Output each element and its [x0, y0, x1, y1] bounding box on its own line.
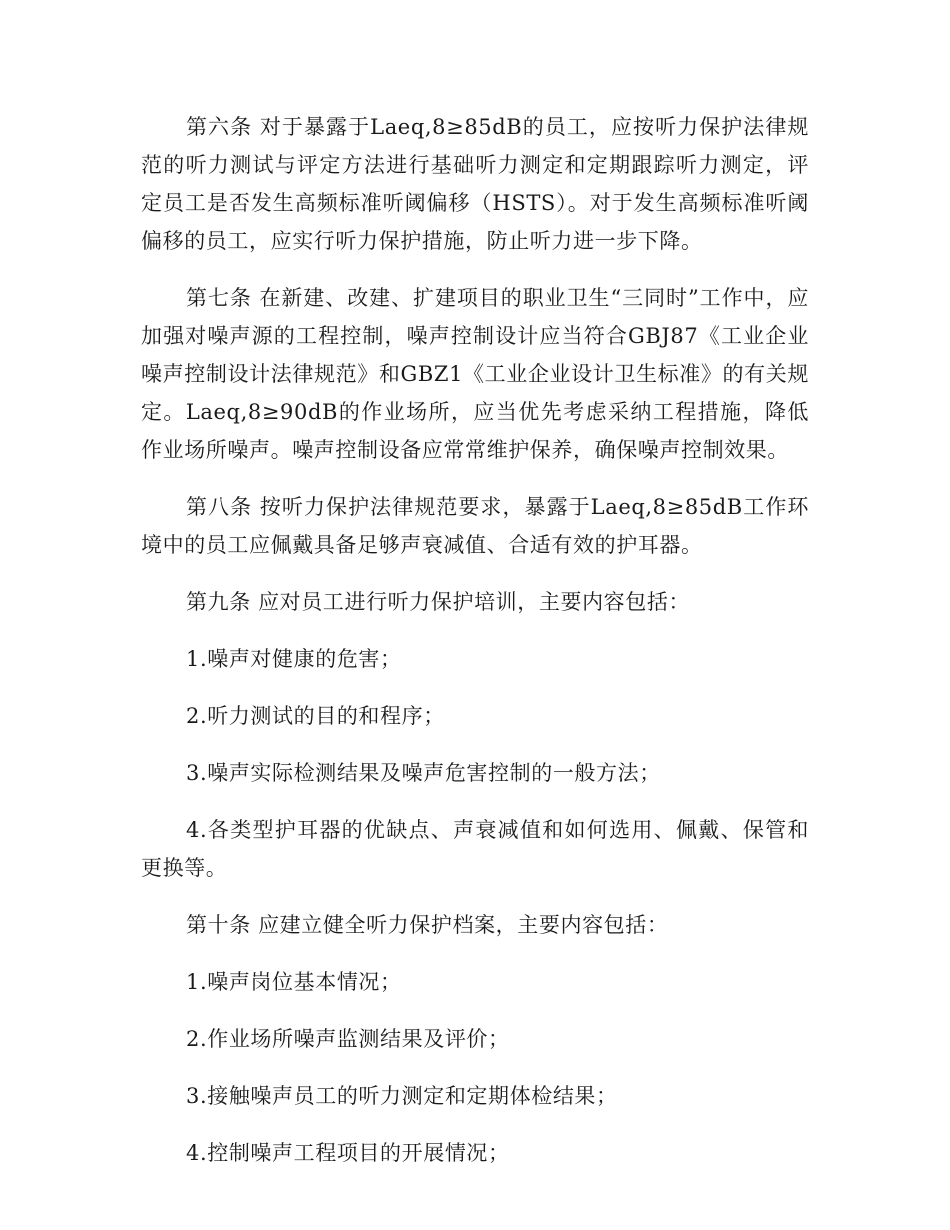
article-8-paragraph: 第八条 按听力保护法律规范要求，暴露于Laeq,8≥85dB工作环境中的员工应佩戴具备足够声衰减值、合适有效的护耳器。 [141, 495, 809, 557]
article-10-item-1: 1.噪声岗位基本情况； [186, 970, 402, 994]
article-10-item-4: 4.控制噪声工程项目的开展情况； [186, 1141, 510, 1165]
article-9-item-1: 1.噪声对健康的危害； [186, 647, 402, 671]
article-9-item-2: 2.听力测试的目的和程序； [186, 704, 445, 728]
document-body [141, 108, 809, 1191]
article-7-paragraph: 第七条 在新建、改建、扩建项目的职业卫生“三同时”工作中，应加强对噪声源的工程控制，噪声控制设计应当符合GBJ87《工业企业噪声控制设计法律规范》和GBZ1《工业企业设计卫生标准》的有关规定。Laeq,8≥90dB的作业场所，应当优先考虑采纳工程措施，降低作业场所噪声。噪声控制设备应常常维护保养，确保噪声控制效果。 [141, 286, 809, 462]
article-10-item-3: 3.接触噪声员工的听力测定和定期体检结果； [186, 1084, 618, 1108]
article-9-item-3: 3.噪声实际检测结果及噪声危害控制的一般方法； [186, 761, 661, 785]
article-6-paragraph: 第六条 对于暴露于Laeq,8≥85dB的员工，应按听力保护法律规范的听力测试与评定方法进行基础听力测定和定期跟踪听力测定，评定员工是否发生高频标准听阈偏移（HSTS）。对于发生高频标准听阈偏移的员工，应实行听力保护措施，防止听力进一步下降。 [141, 115, 809, 253]
article-9-paragraph: 第九条 应对员工进行听力保护培训，主要内容包括： [186, 590, 691, 614]
article-9-item-4: 4.各类型护耳器的优缺点、声衰减值和如何选用、佩戴、保管和更换等。 [141, 818, 809, 880]
article-10-item-2: 2.作业场所噪声监测结果及评价； [186, 1027, 510, 1051]
article-10-paragraph: 第十条 应建立健全听力保护档案，主要内容包括： [186, 913, 669, 937]
